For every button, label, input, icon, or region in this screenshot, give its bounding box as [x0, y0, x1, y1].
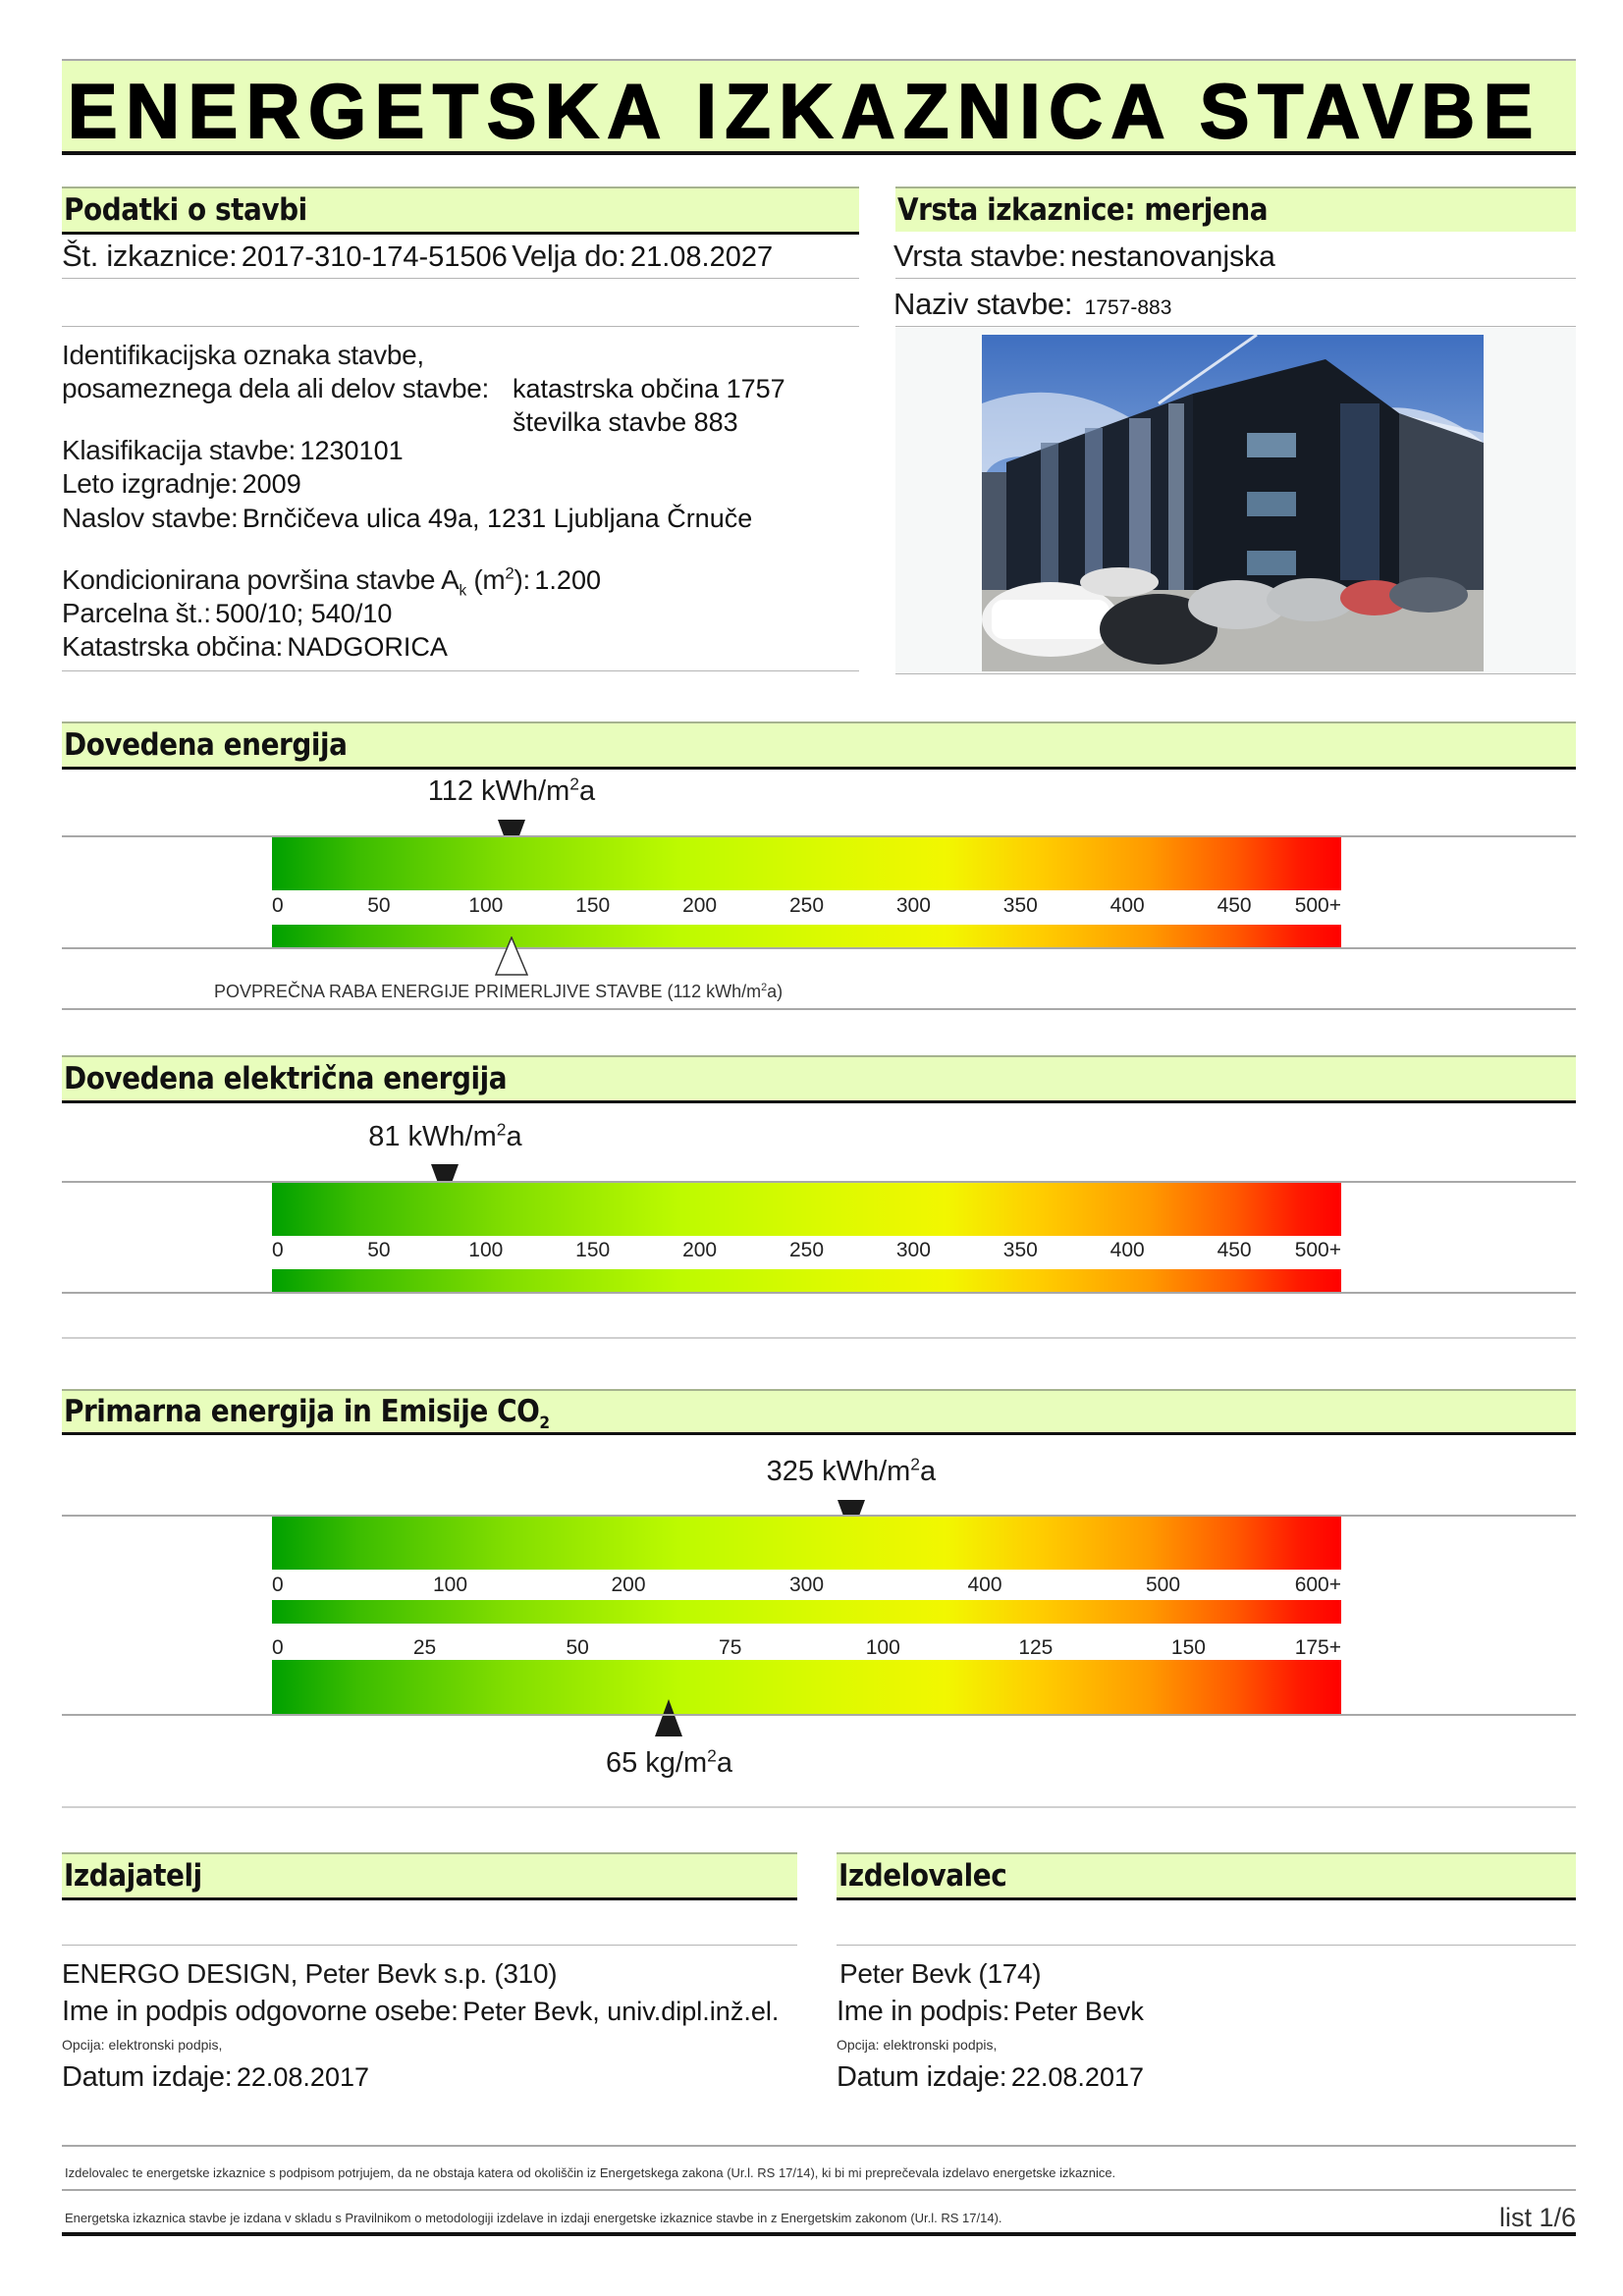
divider	[62, 1806, 1576, 1808]
delivered-energy-scale-bar	[272, 837, 1341, 890]
tick-label: 50	[566, 1636, 589, 1659]
issuer-person: Peter Bevk, univ.dipl.inž.el.	[462, 1997, 780, 2026]
tick-label: 200	[682, 894, 718, 917]
building-type-label: Vrsta stavbe:	[893, 239, 1066, 273]
building-name: 1757-883	[1084, 296, 1172, 319]
maker-name: Peter Bevk (174)	[839, 1958, 1042, 1989]
delivered-electricity-value-label: 81 kWh/$m^2a$	[368, 1119, 522, 1152]
maker-option: Opcija: elektronski podpis,	[837, 2037, 998, 2053]
tick-label: 250	[788, 894, 825, 917]
valid-until: 21.08.2027	[629, 241, 774, 273]
tick-label: 150	[575, 894, 611, 917]
divider	[62, 1714, 1576, 1716]
tick-label: 500	[1145, 1574, 1181, 1596]
valid-until-label: Velja do:	[512, 239, 626, 273]
maker-date: 22.08.2017	[1010, 2062, 1144, 2092]
section-header-building-data	[62, 187, 859, 235]
address-row	[62, 503, 752, 534]
divider	[62, 2145, 1576, 2147]
area: 1.200	[534, 565, 601, 595]
tick-label: 150	[1170, 1636, 1206, 1659]
issuer-person-row	[62, 1996, 779, 2028]
maker-date-label: Datum izdaje:	[837, 2061, 1007, 2093]
divider	[62, 2189, 1576, 2191]
section-header-maker	[837, 1852, 1576, 1900]
divider	[62, 278, 859, 279]
section-title: Izdelovalec	[839, 1858, 1007, 1894]
tick-label: 0	[272, 1636, 284, 1659]
tick-label: 25	[412, 1636, 437, 1659]
classification: 1230101	[299, 436, 404, 465]
divider	[895, 278, 1576, 279]
classification-row	[62, 435, 404, 466]
primary-energy-scale-bar	[272, 1517, 1341, 1570]
tick-label: 200	[611, 1574, 646, 1596]
tick-label: 0	[272, 894, 284, 917]
section-title: Dovedena energija	[64, 727, 348, 763]
maker-person-row	[837, 1996, 1144, 2028]
document-title: ENERGETSKA IZKAZNICA STAVBE	[68, 68, 1542, 154]
area-row	[62, 563, 601, 600]
tick-label: 75	[719, 1636, 742, 1659]
cadastral-row	[62, 631, 448, 663]
card-number: 2017-310-174-51506	[241, 241, 508, 273]
issuer-option: Opcija: elektronski podpis,	[62, 2037, 223, 2053]
maker-person: Peter Bevk	[1013, 1997, 1144, 2026]
address-label: Naslov stavbe:	[62, 503, 239, 533]
tick-label: 100	[865, 1636, 900, 1659]
divider	[62, 947, 1576, 949]
section-title: Podatki o stavbi	[64, 192, 307, 228]
tick-label: 300	[895, 894, 931, 917]
divider	[62, 1945, 797, 1946]
divider	[62, 670, 859, 671]
section-title: Vrsta izkaznice: merjena	[897, 192, 1269, 228]
reference-label: POVPREČNA RABA ENERGIJE PRIMERLJIVE STAVBE (112 kWh/$m^2a$)	[214, 982, 784, 1001]
footer-rule	[62, 2232, 1576, 2236]
section-header-delivered-electricity	[62, 1055, 1576, 1103]
divider	[837, 1945, 1576, 1946]
divider	[895, 673, 1576, 674]
tick-label: 600+	[1294, 1574, 1341, 1596]
delivered-electricity-scale-bar	[272, 1183, 1341, 1236]
tick-label: 0	[272, 1239, 284, 1261]
reference-marker	[495, 936, 528, 976]
title-band	[62, 59, 1576, 155]
tick-label: 100	[468, 894, 504, 917]
issuer-person-label: Ime in podpis odgovorne osebe:	[62, 1996, 459, 2027]
divider	[895, 326, 1576, 327]
tick-label: 100	[468, 1239, 504, 1261]
section-header-card-type	[895, 187, 1576, 232]
card-number-row	[62, 239, 773, 274]
tick-label: 50	[367, 894, 391, 917]
building-type: nestanovanjska	[1070, 240, 1275, 273]
tick-label: 200	[682, 1239, 718, 1261]
tick-label: 450	[1217, 894, 1252, 917]
tick-label: 0	[272, 1574, 284, 1596]
id-label-line1: Identifikacijska oznaka stavbe,	[62, 340, 424, 370]
maker-date-row	[837, 2061, 1144, 2094]
issuer-date-label: Datum izdaje:	[62, 2061, 233, 2093]
tick-label: 400	[967, 1574, 1002, 1596]
area-label: Kondicionirana površina stavbe $A_k$ $(m^2)$:	[62, 563, 530, 600]
building-photo	[982, 335, 1484, 671]
year-row	[62, 468, 301, 500]
tick-label: 175+	[1294, 1636, 1341, 1659]
parcel-row	[62, 598, 392, 629]
id-value-line2: številka stavbe 883	[513, 407, 738, 437]
tick-label: 500+	[1294, 894, 1341, 917]
divider	[62, 1337, 1576, 1339]
classification-label: Klasifikacija stavbe:	[62, 435, 297, 465]
id-label-line2: posameznega dela ali delov stavbe:	[62, 373, 489, 403]
tick-label: 400	[1109, 1239, 1145, 1261]
middle-scale-bar	[272, 1600, 1341, 1624]
maker-person-label: Ime in podpis:	[837, 1996, 1010, 2027]
id-value-line1: katastrska občina 1757	[513, 374, 785, 403]
divider	[62, 326, 859, 327]
tick-label: 100	[432, 1574, 468, 1596]
issuer-date-row	[62, 2061, 369, 2094]
tick-label: 300	[788, 1574, 825, 1596]
divider	[62, 1008, 1576, 1010]
delivered-energy-value-label: 112 kWh/$m^2a$	[427, 774, 596, 807]
emissions-scale-bar	[272, 1660, 1341, 1714]
parcel: 500/10; 540/10	[215, 599, 393, 628]
electricity-lower-scale-bar	[272, 1269, 1341, 1293]
tick-label: 500+	[1294, 1239, 1341, 1261]
emissions-value-label: 65 $kg/m^2a$	[605, 1745, 732, 1779]
cadastral: NADGORICA	[287, 632, 448, 662]
building-name-row	[893, 287, 1171, 322]
cadastral-label: Katastrska občina:	[62, 631, 283, 662]
year-label: Leto izgradnje:	[62, 468, 239, 499]
section-header-delivered-energy	[62, 721, 1576, 770]
tick-label: 350	[1002, 894, 1038, 917]
issuer-date: 22.08.2017	[236, 2062, 369, 2092]
section-title: Primarna energija in Emisije $CO_2$	[64, 1394, 550, 1434]
section-header-primary-energy-emissions	[62, 1389, 1576, 1435]
reference-scale-bar	[272, 925, 1341, 948]
building-name-label: Naziv stavbe:	[893, 287, 1073, 321]
issuer-name: ENERGO DESIGN, Peter Bevk s.p. (310)	[62, 1958, 558, 1989]
divider	[62, 1292, 1576, 1294]
footer-statement: Izdelovalec te energetske izkaznice s podpisom potrjujem, da ne obstaja katera od okoliščin iz Energetskega zakona (Ur.l. RS 17/14), ki bi mi preprečevala izdelavo energetske izkaznice.	[65, 2165, 1116, 2180]
year: 2009	[242, 469, 301, 499]
tick-label: 350	[1002, 1239, 1038, 1261]
footer-legal: Energetska izkaznica stavbe je izdana v skladu s Pravilnikom o metodologiji izdelave in izdaji energetske izkaznice stavbe in z Energetskim zakonom (Ur.l. RS 17/14).	[65, 2211, 1002, 2225]
tick-label: 400	[1109, 894, 1145, 917]
building-photo-image	[982, 335, 1484, 671]
page-number: list 1/6	[1498, 2203, 1576, 2232]
tick-label: 50	[367, 1239, 391, 1261]
primary-energy-value-label: 325 kWh/$m^2a$	[766, 1454, 937, 1487]
tick-label: 250	[788, 1239, 825, 1261]
card-number-label: Št. izkaznice:	[62, 239, 238, 273]
address: Brnčičeva ulica 49a, 1231 Ljubljana Črnuče	[242, 504, 753, 533]
section-title: Izdajatelj	[64, 1858, 202, 1894]
section-title: Dovedena električna energija	[64, 1061, 508, 1096]
tick-label: 125	[1018, 1636, 1054, 1659]
building-type-row	[893, 239, 1275, 274]
tick-label: 150	[575, 1239, 611, 1261]
parcel-label: Parcelna št.:	[62, 598, 211, 628]
emissions-marker	[655, 1699, 682, 1736]
section-header-issuer	[62, 1852, 797, 1900]
tick-label: 300	[895, 1239, 931, 1261]
tick-label: 450	[1217, 1239, 1252, 1261]
